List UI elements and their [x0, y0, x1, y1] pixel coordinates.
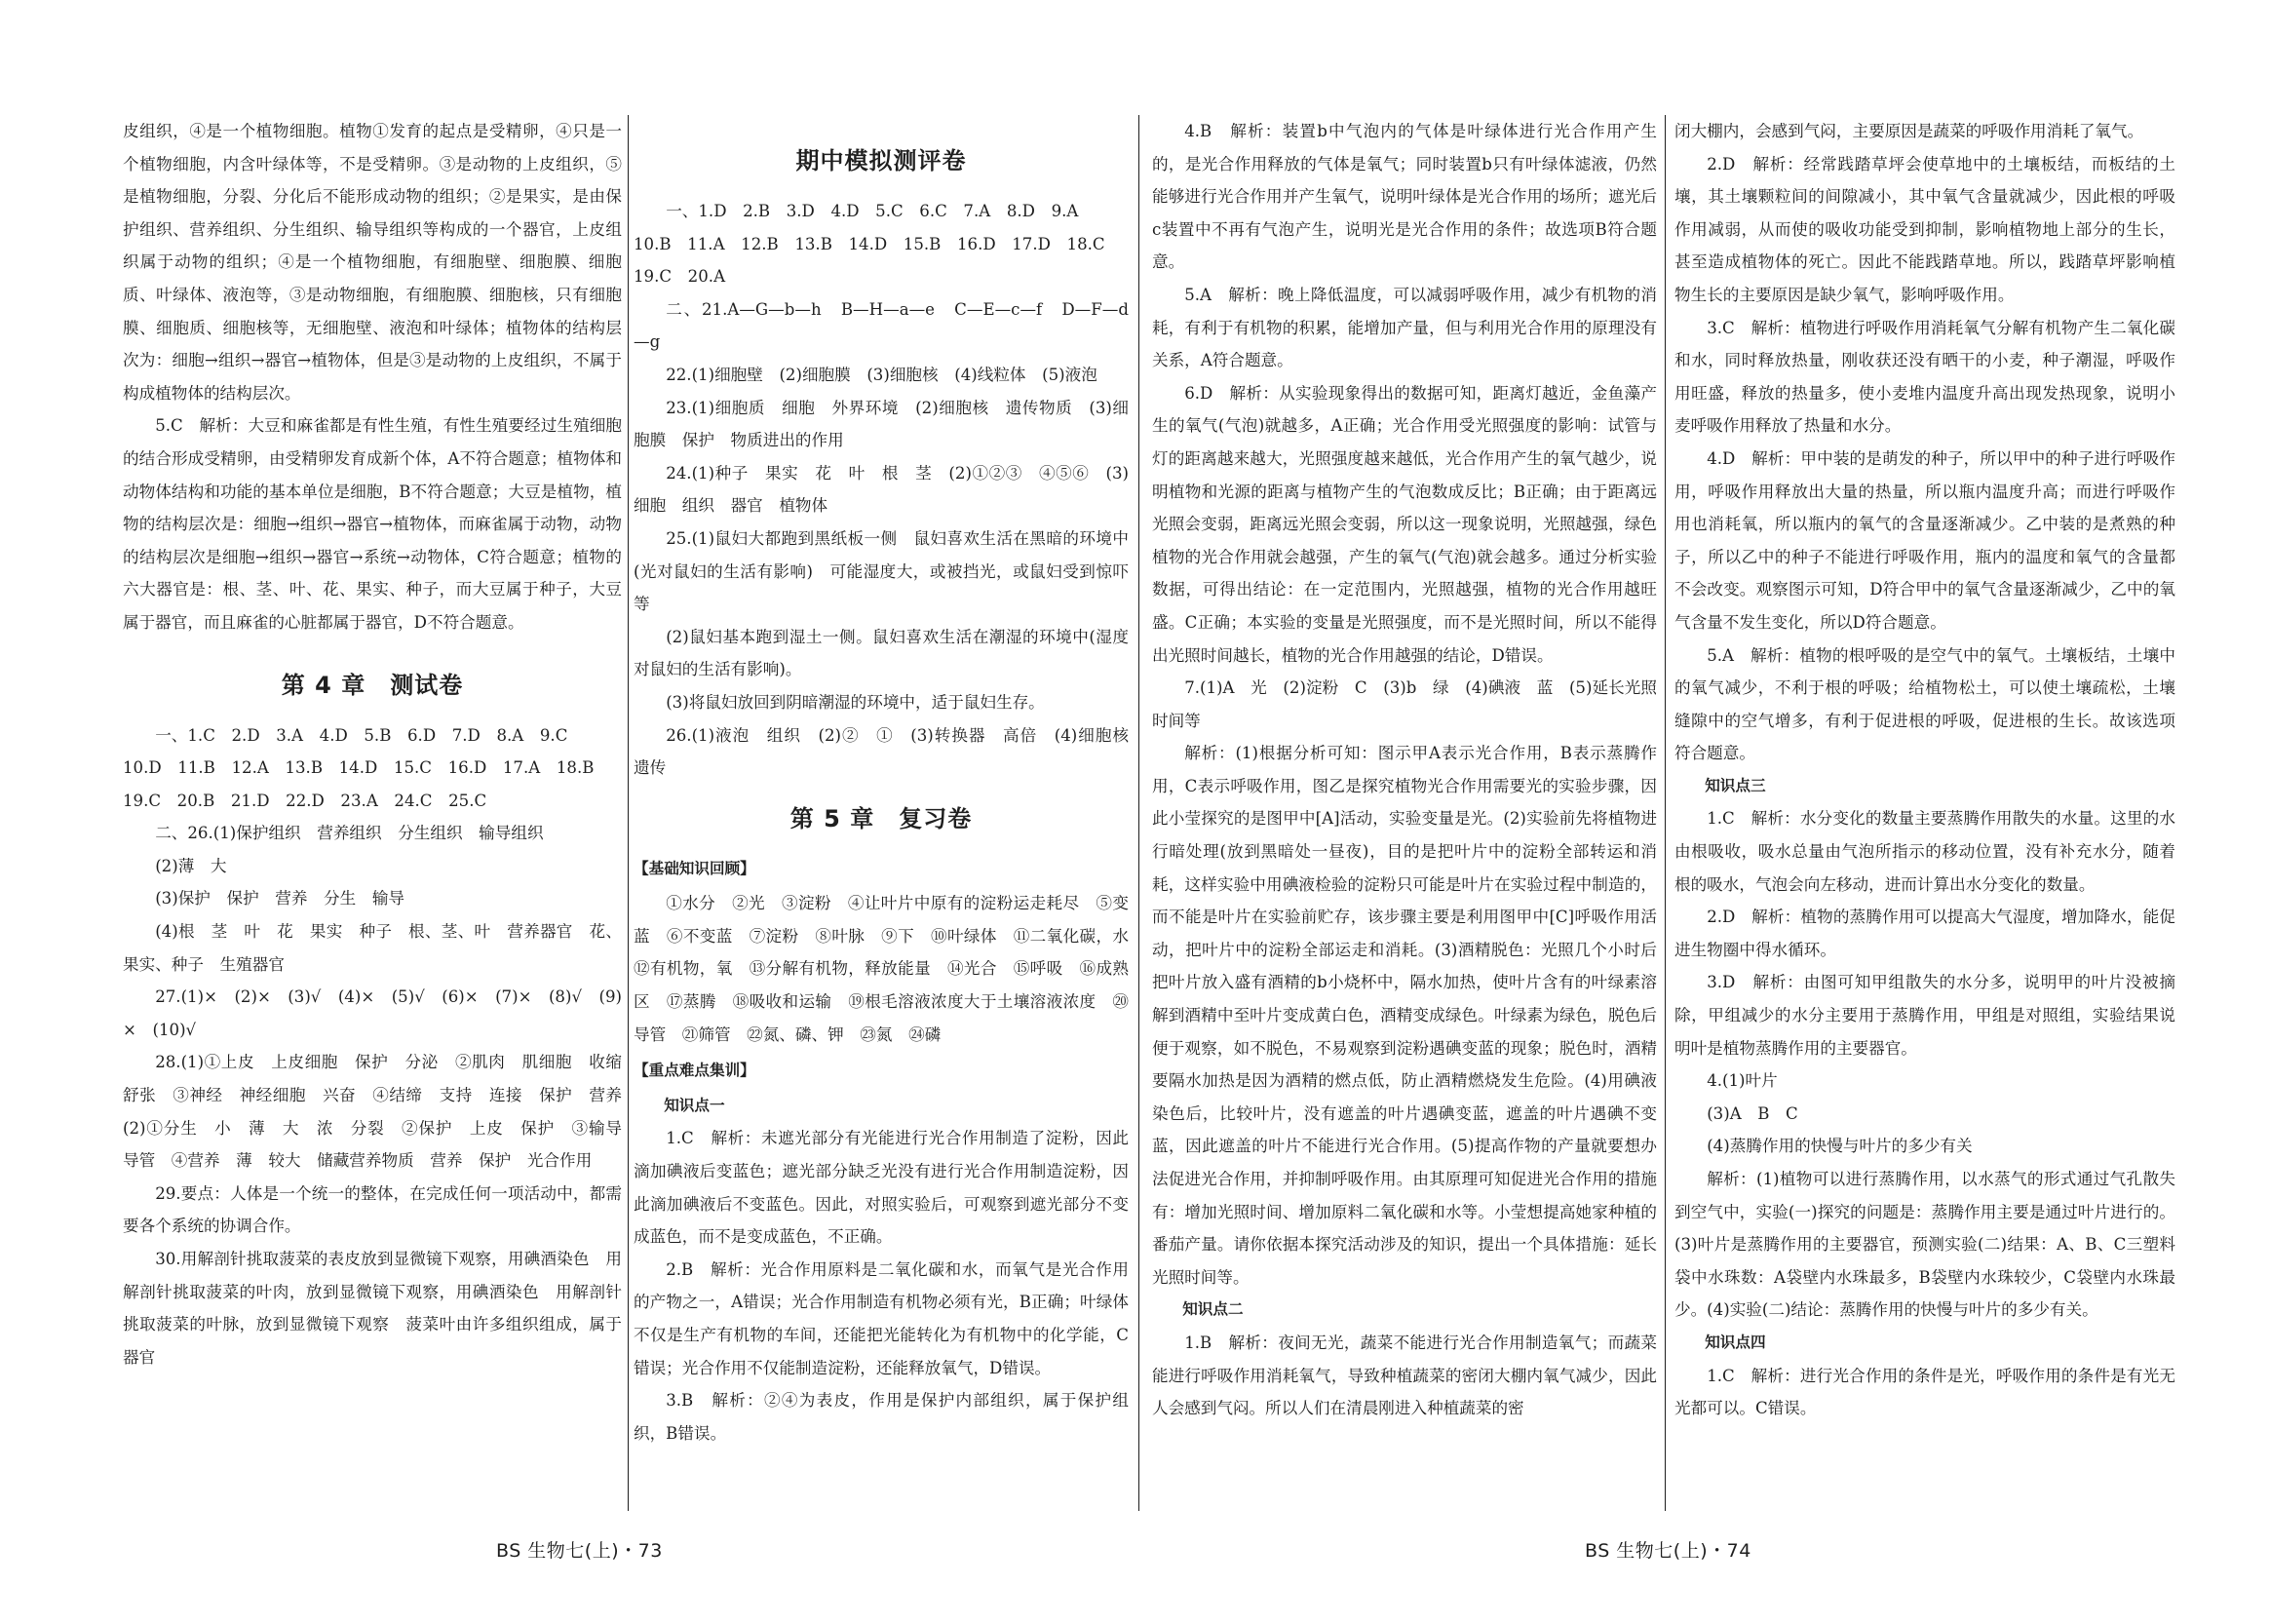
- answer-line: 27.(1)× (2)× (3)√ (4)× (5)√ (6)× (7)× (8)√ (9)× (10)√: [123, 987, 622, 1039]
- page-number-left: BS 生物七(上)・73: [496, 1540, 663, 1562]
- section-label: 【重点难点集训】: [634, 1062, 755, 1080]
- left-page-column-1: [123, 115, 638, 1373]
- answer-line: 26.(1)液泡 组织 (2)② ① (3)转换器 高倍 (4)细胞核 遗传: [634, 725, 1145, 778]
- answer-paragraph: 3.B 解析：②④为表皮，作用是保护内部组织，属于保护组织，B错误。: [634, 1391, 1129, 1443]
- answer-paragraph: 1.B 解析：夜间无光，蔬菜不能进行光合作用制造氧气；而蔬菜能进行呼吸作用消耗氧气，导致种植蔬菜的密闭大棚内氧气减少，因此人会感到气闷。所以人们在清晨刚进入种植蔬菜的密: [1152, 1333, 1657, 1418]
- answer-paragraph: 1.C 解析：水分变化的数量主要蒸腾作用散失的水量。这里的水由根吸收，吸水总量由气泡所指示的移动位置，没有补充水分，随着根的吸水，气泡会向左移动，进而计算出水分变化的数量。: [1674, 809, 2175, 894]
- answer-line: 30.用解剖针挑取菠菜的表皮放到显微镜下观察，用碘酒染色 用解剖针挑取菠菜的叶肉，放到显微镜下观察，用碘酒染色 用解剖针挑取菠菜的叶脉，放到显微镜下观察 菠菜叶由许多组织组成，属于器官: [123, 1250, 622, 1367]
- answer-paragraph: 解析：(1)植物可以进行蒸腾作用，以水蒸气的形式通过气孔散失到空气中，实验(一)探究的问题是：蒸腾作用主要是通过叶片进行的。(3)叶片是蒸腾作用的主要器官，预测实验(二)结果：A、B、C三塑料袋中水珠数：A袋壁内水珠最多，B袋壁内水珠较少，C袋壁内水珠最少。(4)实验(二)结论：蒸腾作用的快慢与叶片的多少有关。: [1674, 1170, 2175, 1320]
- right-page-column-2: [1674, 115, 2175, 1425]
- answer-line: (4)根 茎 叶 花 果实 种子 根、茎、叶 营养器官 花、果实、种子 生殖器官: [123, 922, 622, 974]
- answer-line: (3)A B C: [1707, 1103, 1798, 1123]
- answer-line: (2)鼠妇基本跑到湿土一侧。鼠妇喜欢生活在潮湿的环境中(湿度对鼠妇的生活有影响)。: [634, 627, 1129, 679]
- answer-line: (2)薄 大: [155, 856, 227, 875]
- answer-paragraph: 解析：(1)根据分析可知：图示甲A表示光合作用，B表示蒸腾作用，C表示呼吸作用，图乙是探究植物光合作用需要光的实验步骤，因此小莹探究的是图甲中[A]活动，实验变量是光。(2)实验前先将植物进行暗处理(放到黑暗处一昼夜)，目的是把叶片中的淀粉全部转运和消耗，这样实验中用碘液检验的淀粉只可能是叶片在实验过程中制造的，而不能是叶片在实验前贮存，该步骤主要是利用图甲中[C]呼吸作用活动，把叶片中的淀粉全部运走和消耗。(3)酒精脱色：光照几个小时后把叶片放入盛有酒精的b小烧杯中，隔水加热，使叶片含有的叶绿素溶解到酒精中至叶片变成黄白色，酒精变成绿色。叶绿素为绿色，脱色后便于观察，如不脱色，不易观察到淀粉遇碘变蓝的现象；脱色时，酒精要隔水加热是因为酒精的燃点低，防止酒精燃烧发生危险。(4)用碘液染色后，比较叶片，没有遮盖的叶片遇碘变蓝，遮盖的叶片遇碘不变蓝，因此遮盖的叶片不能进行光合作用。(5)提高作物的产量就要想办法促进光合作用，并抑制呼吸作用。由其原理可知促进光合作用的措施有：增加光照时间、增加原料二氧化碳和水等。小莹想提高她家种植的番茄产量。请你依据本探究活动涉及的知识，提出一个具体措施：延长光照时间等。: [1152, 744, 1657, 1287]
- answer-paragraph: 3.C 解析：植物进行呼吸作用消耗氧气分解有机物产生二氧化碳和水，同时释放热量，刚收获还没有晒干的小麦，种子潮湿，呼吸作用旺盛，释放的热量多，使小麦堆内温度升高出现发热现象，说明小麦呼吸作用释放了热量和水分。: [1674, 318, 2175, 436]
- answer-paragraph: 2.D 解析：经常践踏草坪会使草地中的土壤板结，而板结的土壤，其土壤颗粒间的间隙减小，其中氧气含量就减少，因此根的呼吸作用减弱，从而使的吸收功能受到抑制，影响植物地上部分的生长，甚至造成植物体的死亡。因此不能践踏草地。所以，践踏草坪影响植物生长的主要原因是缺少氧气，影响呼吸作用。: [1674, 154, 2175, 304]
- answer-paragraph: 2.B 解析：光合作用原料是二氧化碳和水，而氧气是光合作用的产物之一，A错误；光合作用制造有机物必须有光，B正确；叶绿体不仅是生产有机物的车间，还能把光能转化为有机物中的化学能，C错误；光合作用不仅能制造淀粉，还能释放氧气，D错误。: [634, 1259, 1129, 1377]
- knowledge-point-heading: 知识点二: [1182, 1300, 1244, 1319]
- answer-paragraph: 5.A 解析：植物的根呼吸的是空气中的氧气。土壤板结，土壤中的氧气减少，不利于根的呼吸；给植物松土，可以使土壤疏松，土壤缝隙中的空气增多，有利于促进根的呼吸，促进根的生长。故该选项符合题意。: [1674, 645, 2175, 763]
- answer-line: 一、1.D 2.B 3.D 4.D 5.C 6.C 7.A 8.D 9.A: [666, 202, 1079, 220]
- answer-line: (3)将鼠妇放回到阴暗潮湿的环境中，适于鼠妇生存。: [666, 692, 1045, 712]
- paragraph: 闭大棚内，会感到气闷，主要原因是蔬菜的呼吸作用消耗了氧气。: [1674, 122, 2144, 140]
- answer-paragraph: 1.C 解析：进行光合作用的条件是光，呼吸作用的条件是有光无光都可以。C错误。: [1674, 1366, 2175, 1418]
- answer-paragraph: 6.D 解析：从实验现象得出的数据可知，距离灯越近，金鱼藻产生的氧气(气泡)就越多，A正确；光合作用受光照强度的影响：试管与灯的距离越来越大，光照强度越来越低，光合作用产生的氧气越少，说明植物和光源的距离与植物产生的气泡数成反比；B正确；由于距离远光照会变弱，距离远光照会变弱，所以这一现象说明，光照越强，绿色植物的光合作用就会越强，产生的氧气(气泡)就会越多。通过分析实验数据，可得出结论：在一定范围内，光照越强，植物的光合作用越旺盛。C正确；本实验的变量是光照强度，而不是光照时间，所以不能得出光照时间越长，植物的光合作用越强的结论，D错误。: [1152, 383, 1657, 665]
- knowledge-point-heading: 知识点一: [664, 1096, 725, 1114]
- midterm-heading: 期中模拟测评卷: [795, 147, 967, 174]
- answer-paragraph: 1.C 解析：未遮光部分有光能进行光合作用制造了淀粉，因此滴加碘液后变蓝色；遮光部分缺乏光没有进行光合作用制造淀粉，因此滴加碘液后不变蓝色。因此，对照实验后，可观察到遮光部分不变成蓝色，而不是变成蓝色，不正确。: [634, 1129, 1129, 1247]
- answer-line: 二、21.A—G—b—h B—H—a—e C—E—c—f D—F—d—g: [634, 299, 1129, 352]
- answer-line: 4.(1)叶片: [1707, 1071, 1778, 1091]
- answer-line: 28.(1)①上皮 上皮细胞 保护 分泌 ②肌肉 肌细胞 收缩 舒张 ③神经 神经细胞 兴奋 ④结缔 支持 连接 保护 营养 (2)①分生 小 薄 大 浓 分裂 ②保护 上皮 保护 ③输导 导管 ④营养 薄 较大 储藏营养物质 营养 保护 光合作用: [123, 1053, 638, 1171]
- answer-paragraph: 3.D 解析：由图可知甲组散失的水分多，说明甲的叶片没被摘除，甲组减少的水分主要用于蒸腾作用，甲组是对照组，实验结果说明叶是植物蒸腾作用的主要器官。: [1674, 973, 2175, 1058]
- answer-paragraph: 2.D 解析：植物的蒸腾作用可以提高大气湿度，增加降水，能促进生物圈中得水循环。: [1674, 908, 2175, 959]
- answer-line: 23.(1)细胞质 细胞 外界环境 (2)细胞核 遗传物质 (3)细胞膜 保护 物质进出的作用: [634, 398, 1129, 450]
- review-answers: ①水分 ②光 ③淀粉 ④让叶片中原有的淀粉运走耗尽 ⑤变蓝 ⑥不变蓝 ⑦淀粉 ⑧叶脉 ⑨下 ⑩叶绿体 ⑪二氧化碳，水 ⑫有机物，氧 ⑬分解有机物，释放能量 ⑭光合 ⑮呼吸 ⑯成熟区 ⑰蒸腾 ⑱吸收和运输 ⑲根毛溶液浓度大于土壤溶液浓度 ⑳导管 ㉑筛管 ㉒氮、磷、钾 ㉓氮 ㉔磷: [634, 894, 1145, 1044]
- column-divider: [1665, 115, 1666, 1511]
- answer-line: 10.B 11.A 12.B 13.B 14.D 15.B 16.D 17.D 18.C: [634, 234, 1105, 253]
- section-label: 【基础知识回顾】: [634, 859, 755, 877]
- page-number-right: BS 生物七(上)・74: [1585, 1540, 1751, 1562]
- chapter-4-heading: 第 4 章 测试卷: [281, 671, 464, 699]
- answer-line: 二、26.(1)保护组织 营养组织 分生组织 输导组织: [155, 824, 544, 843]
- answer-line: 22.(1)细胞壁 (2)细胞膜 (3)细胞核 (4)线粒体 (5)液泡: [666, 365, 1097, 384]
- answer-paragraph: 5.C 解析：大豆和麻雀都是有性生殖，有性生殖要经过生殖细胞的结合形成受精卵，由受精卵发育成新个体，A不符合题意；植物体和动物体结构和功能的基本单位是细胞，B不符合题意；大豆是植物，植物的结构层次是：细胞→组织→器官→植物体，而麻雀属于动物，动物的结构层次是细胞→组织→器官→系统→动物体，C符合题意；植物的六大器官是：根、茎、叶、花、果实、种子，而大豆属于种子，大豆属于器官，而且麻雀的心脏都属于器官，D不符合题意。: [123, 416, 622, 632]
- left-page-column-2: [634, 115, 1145, 1450]
- answer-paragraph: 5.A 解析：晚上降低温度，可以减弱呼吸作用，减少有机物的消耗，有利于有机物的积累，能增加产量，但与利用光合作用的原理没有关系，A符合题意。: [1152, 285, 1657, 370]
- knowledge-point-heading: 知识点四: [1705, 1333, 1766, 1351]
- answer-line: (4)蒸腾作用的快慢与叶片的多少有关: [1707, 1137, 1973, 1156]
- answer-line: 25.(1)鼠妇大都跑到黑纸板一侧 鼠妇喜欢生活在黑暗的环境中(光对鼠妇的生活有影响) 可能湿度大，或被挡光，或鼠妇受到惊吓等: [634, 528, 1129, 614]
- column-divider: [628, 115, 629, 1511]
- answer-line: (3)保护 保护 营养 分生 输导: [155, 889, 405, 909]
- answer-line: 10.D 11.B 12.A 13.B 14.D 15.C 16.D 17.A 18.B: [123, 758, 595, 778]
- knowledge-point-heading: 知识点三: [1705, 776, 1766, 794]
- answer-line: 19.C 20.A: [634, 267, 726, 287]
- answer-line: 一、1.C 2.D 3.A 4.D 5.B 6.D 7.D 8.A 9.C: [155, 725, 568, 745]
- answer-paragraph: 4.D 解析：甲中装的是萌发的种子，所以甲中的种子进行呼吸作用，呼吸作用释放出大量的热量，所以瓶内温度升高；而进行呼吸作用也消耗氧，所以瓶内的氧气的含量逐渐减少。乙中装的是煮熟的种子，所以乙中的种子不能进行呼吸作用，瓶内的温度和氧气的含量都不会改变。观察图示可知，D符合甲中的氧气含量逐渐减少，乙中的氧气含量不发生变化，所以D符合题意。: [1674, 448, 2175, 632]
- right-page-column-1: [1152, 115, 1657, 1425]
- chapter-5-heading: 第 5 章 复习卷: [789, 804, 973, 832]
- page-divider: [1138, 115, 1139, 1511]
- answer-line: 19.C 20.B 21.D 22.D 23.A 24.C 25.C: [123, 791, 487, 810]
- answer-line: 7.(1)A 光 (2)淀粉 C (3)b 绿 (4)碘液 蓝 (5)延长光照时间等: [1152, 678, 1657, 730]
- answer-line: 24.(1)种子 果实 花 叶 根 茎 (2)①②③ ④⑤⑥ (3)细胞 组织 器官 植物体: [634, 463, 1129, 516]
- answer-line: 29.要点：人体是一个统一的整体，在完成任何一项活动中，都需要各个系统的协调合作。: [123, 1183, 622, 1236]
- answer-paragraph: 4.B 解析：装置b中气泡内的气体是叶绿体进行光合作用产生的，是光合作用释放的气体是氧气；同时装置b只有叶绿体滤液，仍然能够进行光合作用并产生氧气，说明叶绿体是光合作用的场所；遮光后c装置中不再有气泡产生，说明光是光合作用的条件；故选项B符合题意。: [1152, 122, 1657, 272]
- paragraph: 皮组织，④是一个植物细胞。植物①发育的起点是受精卵，④只是一个植物细胞，内含叶绿体等，不是受精卵。③是动物的上皮组织，⑤是植物细胞，分裂、分化后不能形成动物的组织；②是果实，是由保护组织、营养组织、分生组织、输导组织等构成的一个器官，上皮组织属于动物的组织；④是一个植物细胞，有细胞壁、细胞膜、细胞质、叶绿体、液泡等，③是动物细胞，有细胞膜、细胞核，只有细胞膜、细胞质、细胞核等，无细胞壁、液泡和叶绿体；植物体的结构层次为：细胞→组织→器官→植物体，但是③是动物的上皮组织，不属于构成植物体的结构层次。: [123, 122, 622, 403]
